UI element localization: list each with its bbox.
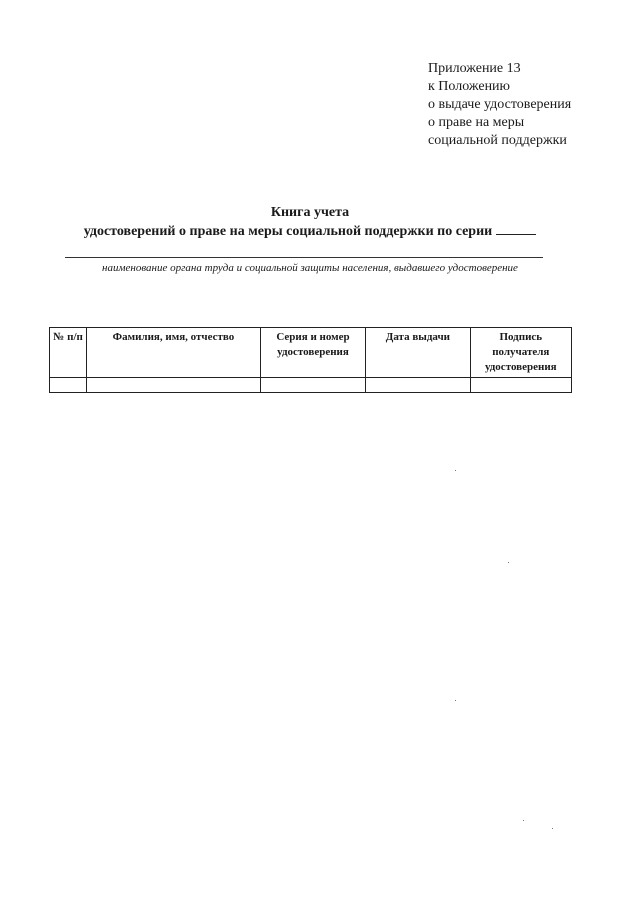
document-title: Книга учета [270, 205, 350, 220]
table-cell [260, 378, 365, 393]
register-table [49, 327, 572, 393]
header-number: № п/п [50, 328, 87, 378]
appendix-line: Приложение 13 [428, 61, 521, 76]
appendix-line: к Положению [428, 79, 511, 94]
table-cell [470, 378, 571, 393]
header-full-name: Фамилия, имя, отчество [87, 328, 261, 378]
appendix-line: социальной поддержки [428, 133, 567, 148]
header-series-number: Серия и номер удостоверения [260, 328, 365, 378]
table-header-row [50, 328, 572, 378]
table-row [50, 378, 572, 393]
scan-speck [508, 562, 509, 563]
scan-speck [455, 470, 456, 471]
header-recipient-signature: Подпись получателя удостоверения [470, 328, 571, 378]
document-subtitle-text: удостоверений о праве на меры социальной поддержки по серии [83, 224, 493, 239]
appendix-line: о выдаче удостоверения [428, 97, 572, 112]
table-cell [87, 378, 261, 393]
org-name-line [65, 257, 543, 258]
document-subtitle [0, 222, 620, 241]
org-name-caption: наименование органа труда и социальной защиты населения, выдавшего удостоверение [102, 262, 518, 274]
series-blank-field [496, 222, 536, 235]
header-issue-date: Дата выдачи [366, 328, 470, 378]
appendix-block [428, 60, 571, 150]
scan-speck [552, 828, 553, 829]
scan-speck [455, 700, 456, 701]
table-cell [366, 378, 470, 393]
scan-speck [523, 820, 524, 821]
table-cell [50, 378, 87, 393]
appendix-line: о праве на меры [428, 115, 525, 130]
